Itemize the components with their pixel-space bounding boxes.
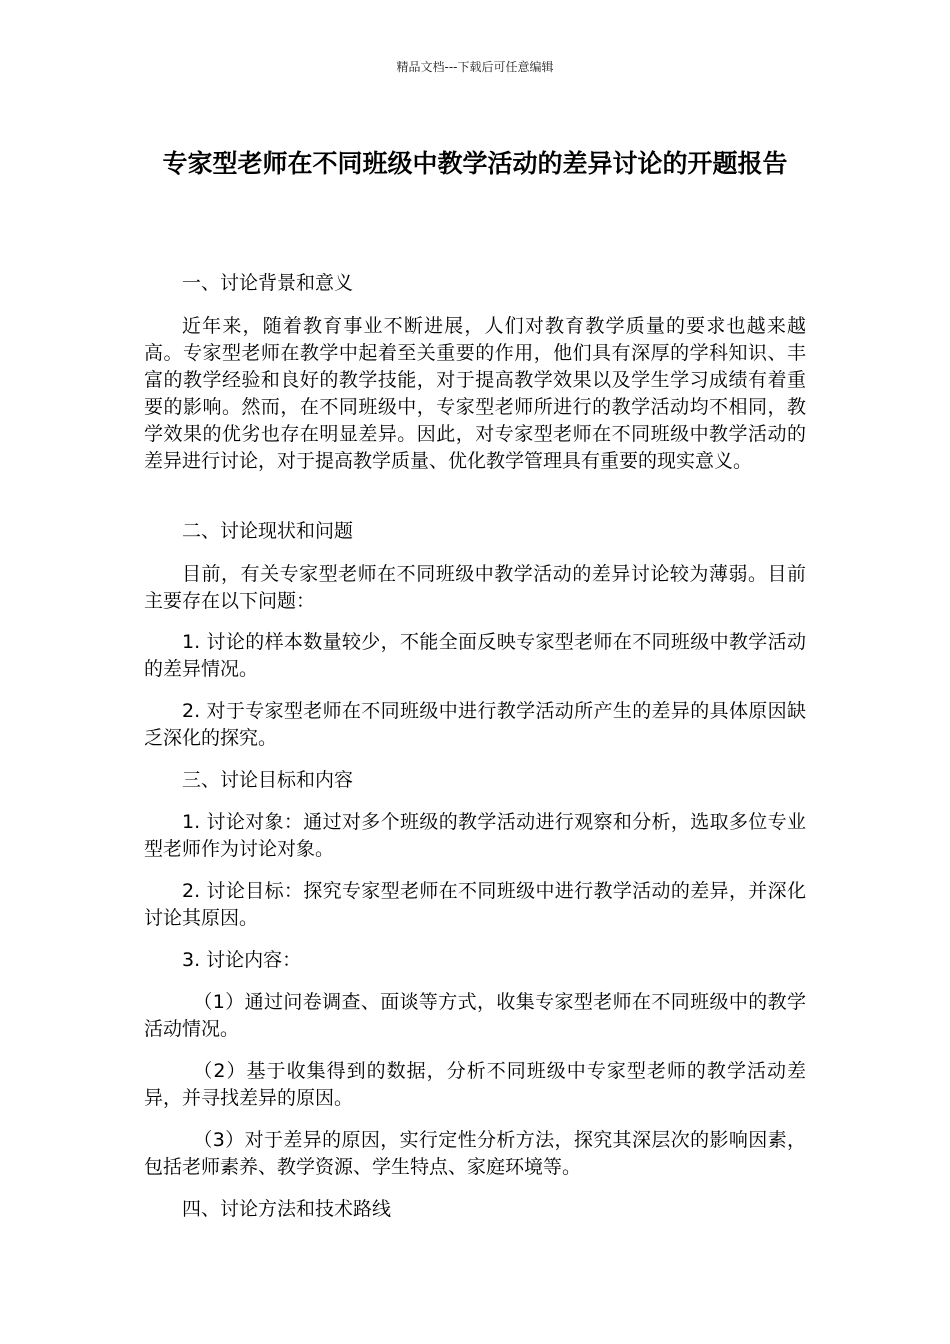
section-heading-methods: 四、讨论方法和技术路线: [182, 1198, 392, 1220]
list-item-goal: 2. 讨论目标：探究专家型老师在不同班级中进行教学活动的差异，并深化讨论其原因。: [144, 880, 806, 929]
sub-item-2: （2）基于收集得到的数据，分析不同班级中专家型老师的教学活动差异，并寻找差异的原因。: [144, 1060, 806, 1109]
list-item-issue-2: 2. 对于专家型老师在不同班级中进行教学活动所产生的差异的具体原因缺乏深化的探究。: [144, 700, 806, 749]
list-item-issue-1: 1. 讨论的样本数量较少，不能全面反映专家型老师在不同班级中教学活动的差异情况。: [144, 631, 806, 680]
document-title: 专家型老师在不同班级中教学活动的差异讨论的开题报告: [162, 149, 788, 178]
list-item-subject: 1. 讨论对象：通过对多个班级的教学活动进行观察和分析，选取多位专业型老师作为讨论对象。: [144, 811, 806, 860]
sub-item-1: （1）通过问卷调查、面谈等方式，收集专家型老师在不同班级中的教学活动情况。: [144, 991, 806, 1040]
list-item-content: 3. 讨论内容：: [182, 949, 302, 971]
section-heading-status: 二、讨论现状和问题: [182, 520, 354, 542]
section-heading-goals: 三、讨论目标和内容: [182, 769, 354, 791]
page-header: 精品文档---下载后可任意编辑: [396, 60, 554, 74]
sub-item-3: （3）对于差异的原因，实行定性分析方法，探究其深层次的影响因素，包括老师素养、教学资源、学生特点、家庭环境等。: [144, 1129, 806, 1178]
section-heading-background: 一、讨论背景和意义: [182, 272, 354, 294]
paragraph-background: 近年来，随着教育事业不断进展，人们对教育教学质量的要求也越来越高。专家型老师在教学中起着至关重要的作用，他们具有深厚的学科知识、丰富的教学经验和良好的教学技能，对于提高教学效果以及学生学习成绩有着重要的影响。然而，在不同班级中，专家型老师所进行的教学活动均不相同，教学效果的优劣也存在明显差异。因此，对专家型老师在不同班级中教学活动的差异进行讨论，对于提高教学质量、优化教学管理具有重要的现实意义。: [144, 315, 806, 472]
paragraph-status: 目前，有关专家型老师在不同班级中教学活动的差异讨论较为薄弱。目前主要存在以下问题：: [144, 563, 806, 612]
